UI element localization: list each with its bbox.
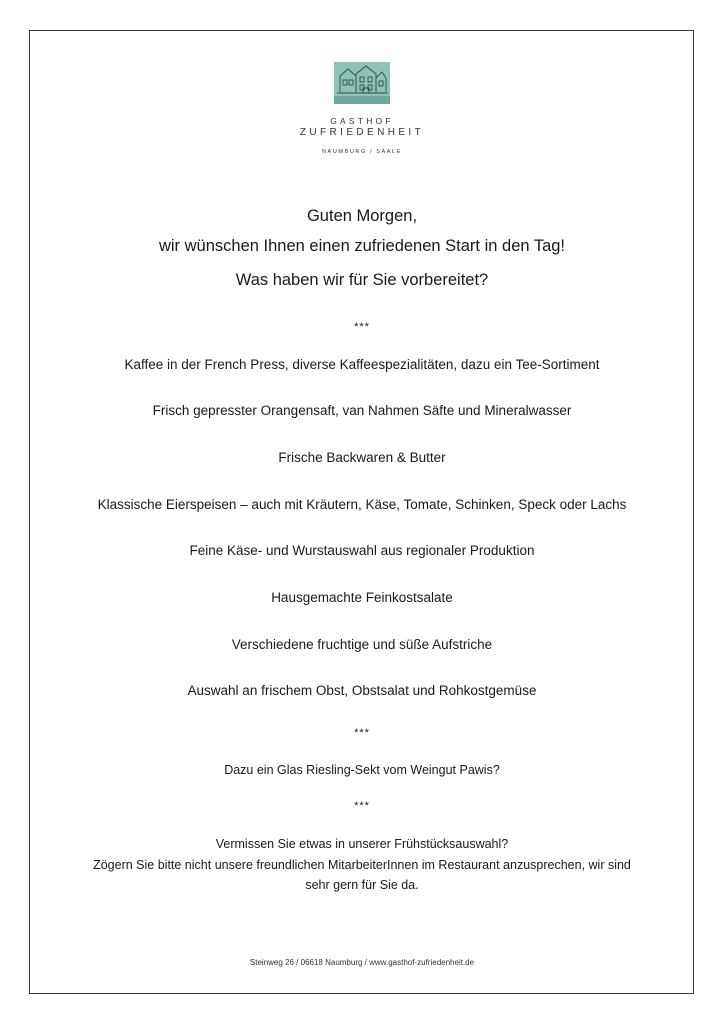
footer-address: Steinweg 26 / 06618 Naumburg / www.gasthof-zufriedenheit.de <box>249 958 475 967</box>
menu-item: Hausgemachte Feinkostsalate <box>271 590 453 605</box>
greeting-line1: Guten Morgen, <box>306 207 418 225</box>
note-line3: sehr gern für Sie da. <box>305 878 419 892</box>
sekt-offer: Dazu ein Glas Riesling-Sekt vom Weingut Pawis? <box>224 763 500 777</box>
note-line2: Zögern Sie bitte nicht unsere freundlichen MitarbeiterInnen im Restaurant anzusprechen, wir sind <box>93 858 631 872</box>
menu-item: Kaffee in der French Press, diverse Kaffeespezialitäten, dazu ein Tee-Sortiment <box>124 357 600 372</box>
separator: *** <box>354 727 370 739</box>
menu-item: Auswahl an frischem Obst, Obstsalat und Rohkostgemüse <box>187 683 537 698</box>
menu-item: Frisch gepresster Orangensaft, van Nahmen Säfte und Mineralwasser <box>152 403 572 418</box>
note-line1: Vermissen Sie etwas in unserer Frühstücksauswahl? <box>215 837 509 851</box>
gasthof-logo <box>334 62 390 104</box>
separator: *** <box>354 321 370 333</box>
greeting-line3: Was haben wir für Sie vorbereitet? <box>235 271 489 289</box>
menu-item: Klassische Eierspeisen – auch mit Kräutern, Käse, Tomate, Schinken, Speck oder Lachs <box>97 497 627 512</box>
brand-location: NAUMBURG / SAALE <box>321 149 402 155</box>
menu-item: Feine Käse- und Wurstauswahl aus regionaler Produktion <box>189 543 535 558</box>
menu-item: Verschiedene fruchtige und süße Aufstriche <box>231 637 493 652</box>
menu-item: Frische Backwaren & Butter <box>278 450 446 465</box>
brand-name-line2: ZUFRIEDENHEIT <box>299 127 425 138</box>
brand-name-line1: GASTHOF <box>330 116 394 126</box>
separator: *** <box>354 800 370 812</box>
greeting-line2: wir wünschen Ihnen einen zufriedenen Start in den Tag! <box>158 237 566 255</box>
